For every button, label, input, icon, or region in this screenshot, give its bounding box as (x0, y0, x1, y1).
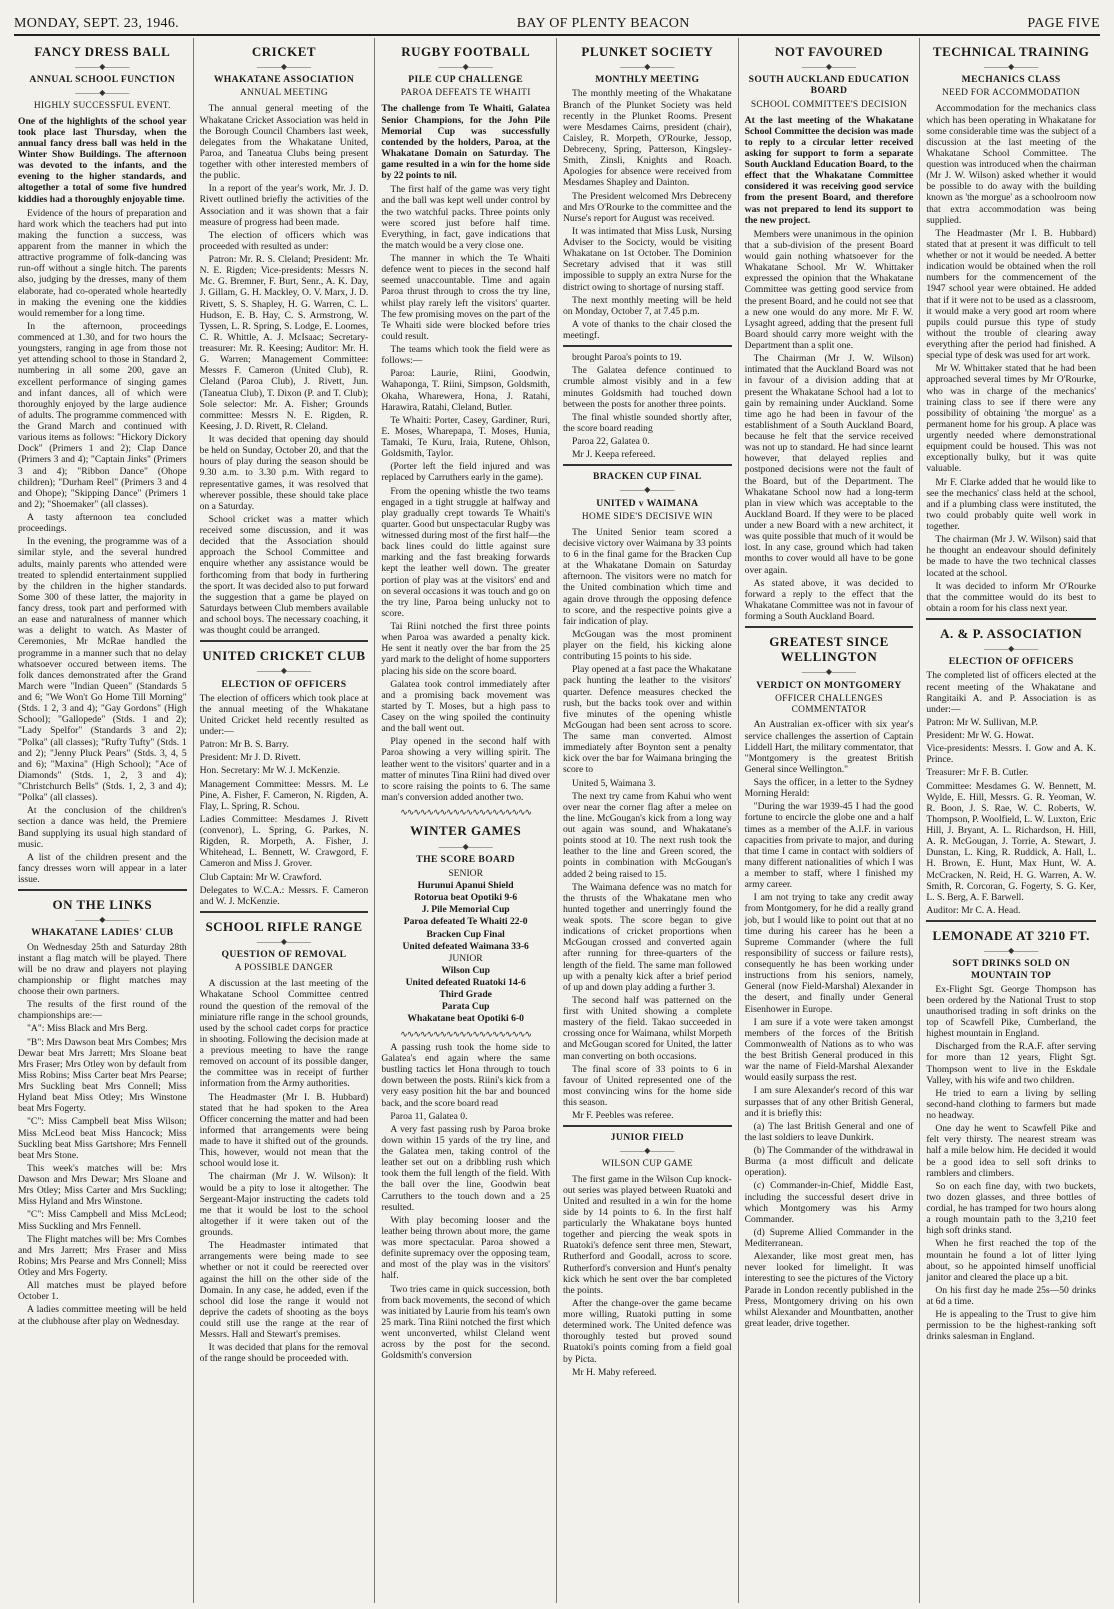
article-body (745, 719, 914, 1329)
paragraph: (b) The Commander of the withdrawal in Burma (a most difficult and delicate operation). (744, 1145, 914, 1179)
separator: ———◆——— (801, 62, 857, 72)
paragraph: The next try came from Kahui who went over near the corner flag after a melee on the line. McGougan's kick from a long way out again was sound, and Whakatane's points stood at 10. The next rush took the leather to the line and Green scored, the points in combination with McGougan's added 2 being raised to 15. (563, 790, 732, 880)
masthead (14, 8, 1100, 36)
headline: ON THE LINKS (52, 897, 153, 913)
paragraph: From the opening whistle the two teams engaged in a tight struggle at halfway and play gradually crept towards Te Whaiti's quarter. Good but unspectacular Rugby was witnessed during most of the first half—the back lines could do little against sure marking and the fast breaking forwards kept the leather well down. The greater portion of play was at the visitors' end and on several occasions it was touch and go on the try line, Paroa being unlucky not to score. (381, 485, 550, 619)
subheadline: ANNUAL MEETING (240, 88, 328, 99)
lead-paragraph: At the last meeting of the Whakatane School Committee the decision was made to reply to a circular letter received asking for support to form a separate South Auckland Education Board, to the effect that the Whakatane Committee considered it was receiving good service from the present Board, and therefore was not prepared to lend its support to the new project. (744, 114, 914, 226)
headline: PLUNKET SOCIETY (581, 44, 714, 59)
paragraph: Mr F. Clarke added that he would like to see the mechanics' class held at the school, and if a plumbing class were instituted, the two could probably quite well work in together. (926, 476, 1096, 532)
subheadline: ELECTION OF OFFICERS (221, 678, 347, 690)
paragraph: The second half was patterned on the first with United showing a complete mastery of the field. Takao succeeded in crossing once for Waimana, whilst Morpeth and McGougan scored for United, the latter man converting on both occasions. (563, 994, 732, 1062)
paragraph: As stated above, it was decided to forward a reply to the effect that the Whakatane Committee was not in favour of forming a South Auckland Board. (744, 577, 914, 622)
paragraph: In a report of the year's work, Mr. J. D. Rivett outlined briefly the activities of the Association and it was shown that a fair measure of progress had been made. (199, 183, 369, 228)
headline: TECHNICAL TRAINING (932, 44, 1090, 59)
paragraph: The completed list of officers elected at the recent meeting of the Whakatane and Rangitaiki A. and P. Association is as under:— (926, 670, 1096, 715)
paragraph: Ex-Flight Sgt. George Thompson has been ordered by the National Trust to stop unauthorised trading in soft drinks on the top of Scawfell Pike, Cumberland, the highest mountain in England. (926, 983, 1096, 1040)
headline: CRICKET (251, 44, 317, 59)
paragraph: The United Senior team scored a decisive victory over Waimana by 33 points to 6 in the final game for the Bracken Cup at the Whakatane Domain on Saturday afternoon. The visitors were no match for the United combination which time and again drove through the opposing defence to score, and the respective points give a fair indication of play. (563, 526, 732, 627)
subheadline: SOFT DRINKS SOLD ON MOUNTAIN TOP (952, 958, 1070, 981)
headline: RUGBY FOOTBALL (401, 44, 531, 59)
headline: A. & P. ASSOCIATION (940, 626, 1083, 641)
paragraph: The election of officers which took place at the annual meeting of the Whakatane United Cricket held recently resulted as under:— (199, 692, 369, 738)
article-bracken-cup-final (563, 464, 732, 1121)
paragraph: Discharged from the R.A.F. after serving for more than 12 years, Flight Sgt. Thompson went to live in the Eskdale Valley, with his wife and two children. (926, 1041, 1096, 1086)
paragraph: "B": Mrs Dawson beat Mrs Combes; Mrs Dewar beat Mrs Jarrett; Mrs Sloane beat Mrs Fraser; Mrs Otley won by default from Miss Robins; Miss Carter beat Mrs Pearse; Mrs Suckling beat Mrs Connell; Miss Hyland beat Miss Otley; Mrs Winstone beat Mrs Fogerty. (18, 1036, 187, 1115)
paragraph: Evidence of the hours of preparation and hard work which the teachers had put into making the function a success, was apparent from the manner in which the attractive programme of folk-dancing was run-off without a single hitch. The parents also, judging by the dresses, many of them elaborate, had co-operated whole heartedly in making the evening one the kiddies would remember for a long time. (18, 207, 187, 319)
paragraph: Te Whaiti: Porter, Casey, Gardiner, Ruri, E. Moses, Wharepapa, T. Moses, Hunia, Tamaki, Te Kuru, Iraia, Rutene, Ohlson, Goldsmith, Taylor. (381, 414, 550, 460)
paragraph: I am sure if a vote were taken amongst members of the forces of the British Commonwealth of Nations as to who was the best British General produced in this war the name of Field-Marshal Alexander would easily surpass the rest. (744, 1016, 914, 1084)
paragraph: Management Committee: Messrs. M. Le Pine, A. Fisher, F. Cameron, N. Rigden, A. Flay, L. Spring, R. Schou. (199, 778, 369, 812)
headline: BRACKEN CUP FINAL (593, 471, 702, 483)
paragraph: Alexander, like most great men, has never looked for limelight. It was interesting to see the pictures of the Victory Parade in London recently published in the Press, Montgomery driving on his own whilst Alexander and Mountbatten, another great leader, drive together. (744, 1251, 914, 1329)
paragraph: (d) Supreme Allied Commander in the Mediterranean. (744, 1226, 914, 1250)
separator: ———◆——— (438, 62, 493, 72)
column-6 (920, 38, 1102, 1603)
wave-divider: ∿∿∿∿∿∿∿∿∿∿∿∿∿∿∿∿∿∿∿∿ (400, 1028, 532, 1039)
article-body (563, 352, 732, 460)
paragraph: Vice-presidents: Messrs. I. Gow and A. K. Prince. (926, 743, 1096, 766)
subheadline: A POSSIBLE DANGER (234, 963, 334, 974)
paragraph: Play opened at a fast pace the Whakatane pack hunting the leather to the visitors' quarter. Defence measures checked the rush, but the backs took over and within five minutes of the opening whistle McGougan had been sent across to score. The same man converted. Almost immediately after Boynton sent a penalty kick over the bar for Waimana bringing the score to (563, 664, 732, 776)
separator: ———◆——— (256, 62, 312, 72)
subheadline: HIGHLY SUCCESSFUL EVENT. (33, 100, 171, 111)
subheadline: VERDICT ON MONTGOMERY (756, 679, 902, 691)
column-3 (375, 38, 557, 1603)
paragraph: The President welcomed Mrs Debreceny and Mrs O'Rourke to the committee and the Nurse's report for August was received. (563, 190, 732, 224)
headline: UNITED CRICKET CLUB (202, 648, 366, 664)
paragraph: The Headmaster (Mr I. B. Hubbard) stated that at present it was difficult to tell whether or not it would be needed. A better indication would be obtained when the roll numbers for the commencement of the 1947 school year were obtained. He added that if it were not to be used as a classroom, it would make a very good art room where pupils could pursue this type of study without the trouble of clearing away everything after the period had finished. A special type of desk was used for art work. (926, 227, 1096, 362)
headline: WINTER GAMES (410, 823, 522, 839)
divider (18, 889, 187, 891)
paragraph: He is appealing to the Trust to give him permission to be the highest-ranking soft drinks salesman in England. (926, 1309, 1096, 1343)
paragraph: The results of the first round of the championships are:— (18, 999, 187, 1022)
paragraph: Tai Riini notched the first three points when Paroa was awarded a penalty kick. He sent it neatly over the bar from the 25 yard mark to the delight of home supporters placing his side on the score board. (381, 621, 550, 677)
paragraph: "C": Miss Campbell and Miss McLeod; Miss Suckling and Mrs Fennell. (18, 1209, 187, 1232)
junior-results (381, 965, 550, 1025)
paragraph: The chairman (Mr J. W. Wilson): It would be a pity to lose it altogether. The Sergeant-Major instructing the cadets told me that it would be lost to the school altogether if it were taken out of the grounds. (199, 1171, 369, 1239)
paragraph: Committee: Mesdames G. W. Bennett, M. Wylde, E. Hill, Messrs. G. R. Yeoman, W. R. Boon, J. S. Rae, W. C. Roberts, W. Thompson, P. Woolfield, L. W. Luxton, Eric Hill, J. Bryant, A. L. Richardson, H. Hill, A. R. McGougan, J. Torrie, A. Stewart, J. Dunstan, L. King, R. Ruddick, A. Hall, L. H. Brown, E. Hunt, Max Hunt, W. A. McCracken, N. Reid, H. G. Warren, A. W. Smith, R. Corcoran, G. Fogerty, S. G. Ker, L. S. Berg, A. F. Barwell. (926, 780, 1096, 903)
wave-divider: ∿∿∿∿∿∿∿∿∿∿∿∿∿∿∿∿∿∿∿∿ (400, 807, 532, 817)
subheadline: PILE CUP CHALLENGE (408, 74, 524, 86)
paragraph: At the conclusion of the children's section a dance was held, the Premiere Band supplying its usual high standard of music. (18, 805, 187, 850)
paragraph: Wilson Cup (441, 964, 490, 976)
paragraph: Paroa: Laurie, Riini, Goodwin, Wahaponga, T. Riini, Simpson, Goldsmith, Okaha, Wharewera, Hona, J. Ratahi, Harawira, Ratahi, Cleland, Butler. (381, 368, 550, 413)
paragraph: Hurunui Apanui Shield (417, 880, 514, 892)
divider (200, 911, 369, 913)
lead-paragraph: The challenge from Te Whaiti, Galatea Senior Champions, for the John Pile Memorial Cup was successfully contended by the holders, Paroa, at the Whakatane Domain on Saturday. The game resulted in a win for the home side by 22 points to nil. (381, 103, 550, 182)
subheadline: NEED FOR ACCOMMODATION (941, 88, 1081, 99)
paragraph: The first game in the Wilson Cup knock-out series was played between Ruatoki and United and resulted in a win for the home side by 14 points to 6. In the first half particularly the Whakatane boys hunted together and piercing the weak spots in Ruatoki's defence sent three men, Stewart, Rutherford and Goodall, across to score. Rutherford's conversion and Hunt's penalty kick which he sent over the bar completed the points. (563, 1173, 732, 1296)
senior-results (381, 880, 550, 952)
article-body (926, 984, 1096, 1343)
paragraph: Patron: Mr W. Sullivan, M.P. (926, 716, 1038, 728)
paragraph: The Waimana defence was no match for the thrusts of the Whakatane men who hunted together and unerringly found the weak spots. The score began to give indications of cricket proportions when McGougan crossed and converted again after running for three-quarters of the length of the field. The same man followed up with a penalty kick after a brief period of up and down play adding a further 3. (563, 881, 732, 993)
paragraph: J. Pile Memorial Cup (421, 904, 510, 916)
paragraph: A passing rush took the home side to Galatea's end again where the same bustling tactics let Hona through to touch down between the posts. Riini's kick from a very easy position hit the bar and bounced back, and the score board read (381, 1041, 550, 1109)
subheadline: SCHOOL COMMITTEE'S DECISION (750, 99, 908, 110)
column-4 (557, 38, 739, 1603)
column-1 (12, 38, 194, 1603)
separator: ———◆——— (75, 915, 130, 925)
subheadline: PAROA DEFEATS TE WHAITI (400, 88, 531, 99)
separator: ———◆——— (620, 1146, 675, 1156)
subheadline: WHAKATANE LADIES' CLUB (31, 927, 174, 939)
paragraph: The election of officers which was proceeded with resulted as under: (199, 229, 369, 252)
paragraph: Hon. Secretary: Mr W. J. McKenzie. (199, 765, 341, 777)
paragraph: A list of the children present and the fancy dresses worn will appear in a later issue. (18, 851, 187, 886)
paragraph: I am sure Alexander's record of this war surpasses that of any other British General, and it is briefly this: (744, 1085, 914, 1119)
article-body (18, 208, 187, 886)
subheadline: ELECTION OF OFFICERS (948, 656, 1074, 668)
subheadline: WILSON CUP GAME (601, 1158, 693, 1169)
divider (926, 618, 1096, 620)
paragraph: Rotorua beat Opotiki 9-6 (414, 892, 518, 904)
paragraph: I am not trying to take any credit away from Montgomery, for he did a really grand job, but I would like to point out that at no time during his career has he been a Supreme Commander (where the full responsibility of success or failure rests), consequently he has been working under instructions from his seniors, namely, General (now Field-Marshal) Alexander in the desert, and finally under General Eisenhower in Europe. (744, 892, 914, 1015)
paragraph: The Headmaster (Mr I. B. Hubbard) stated that he had spoken to the Area Officer concerning the matter and had been informed that arrangements were being made to have it shifted out of the grounds. This, however, would not mean that the school would lose it. (199, 1091, 369, 1170)
paragraph: School cricket was a matter which received some discussion, and it was decided that the Association should approach the School Committee and enquire whether any assistance would be forthcoming from that body in furthering the sport. It was decided also to put forward the suggestion that a game be played on Saturdays between Club members available and school boys. The necessary coaching, it was thought could be arranged. (199, 513, 369, 637)
paragraph: Mr W. Whittaker stated that he had been approached several times by Mr O'Rourke, who was in charge of the mechanics' training class to see if there were any possibility of obtaining 'the morgue' as a permanent home for his group. A place was urgently needed where demonstrational equipment could be housed. This was not exceptionally bulky, but it was quite valuable. (926, 363, 1096, 475)
paragraph: (a) The last British General and one of the last soldiers to leave Dunkirk. (744, 1120, 914, 1143)
paragraph: The first half of the game was very tight and the ball was kept well under control by the two watchful packs. Three points only were scored just before half time. Everything, in fact, gave indications that the match would be a very close one. (381, 184, 550, 251)
paragraph: The next monthly meeting will be held on Monday, October 7, at 7.45 p.m. (563, 294, 732, 317)
article-body (926, 670, 1096, 916)
divider (563, 345, 732, 347)
paragraph: (c) Commander-in-Chief, Middle East, including the successful desert drive in which Montgomery was his Army Commander. (744, 1180, 914, 1225)
paragraph: brought Paroa's points to 19. (572, 352, 682, 364)
separator: ———◆——— (438, 841, 493, 851)
paragraph: Two tries came in quick succession, both from back movements, the second of which was initiated by Laurie from his team's own 25 mark. Tina Riini notched the first which went unconverted, whilst Cleland went across by the post for the second. Goldsmith's conversion (381, 1283, 550, 1362)
subheadline: MONTHLY MEETING (595, 74, 700, 86)
article-not-favoured (745, 44, 914, 622)
paragraph: One day he went to Scawfell Pike and felt very thirsty. The nearest stream was half a mile below him. He decided it would be a good idea to sell soft drinks to ramblers and climbers. (926, 1123, 1096, 1179)
paragraph: The Chairman (Mr J. W. Wilson) intimated that the Auckland Board was not in favour of a division adding that at present the Whakatane School had a lot to gain by remaining under Auckland. Some time ago he had been in favour of the establishment of a South Auckland Board, because he felt that the service received was not up to standard. He had since learnt however, that delayed replies and postponed decisions were not the fault of the Board, but of the Department. The Whakatane School now had a long-term plan in view which was acceptable to the Auckland Board. If they were to be placed under a new Board with a new architect, it was quite possible that much of it would be lost. In any case, ground which had taken months to cover would all have to be gone over again. (744, 353, 914, 576)
article-lemonade (926, 920, 1096, 1342)
paragraph: Members were unanimous in the opinion that a sub-division of the present Board would gain nothing whatsoever for the Whakatane School. Mr W. Whittaker expressed the opinion that the Whakatane Committee was getting good service from the present Board, and he could not see that a new one would do any more. Mr F. W. Lysaght agreed, adding that the present full Board should carry more weight with the Department than a split one. (744, 228, 914, 351)
separator: ———◆——— (620, 485, 675, 495)
paragraph: McGougan was the most prominent player on the field, his kicking alone contributing 15 points to his side. (563, 628, 732, 663)
separator: ———◆——— (984, 62, 1039, 72)
paragraph: The annual general meeting of the Whakatane Cricket Association was held in the Borough Council Chambers last week, delegates from the Whakatane United, Paroa, and Taneatua Clubs being present together with other interested members of the public. (199, 103, 369, 182)
paragraph: A vote of thanks to the chair closed the meetingf. (563, 318, 732, 342)
paragraph: President: Mr J. D. Rivett. (199, 752, 301, 764)
newspaper-title: BAY OF PLENTY BEACON (516, 16, 690, 31)
paragraph: "During the war 1939-45 I had the good fortune to encircle the globe one and a half times as a member of the A.I.F. in various capacities from private to major, and during that time I came in contact with soldiers of many different nationalities of which I was a member to staff, where I finished my army career. (744, 801, 914, 891)
article-body (18, 942, 187, 1327)
article-winter-games (381, 823, 550, 1024)
subheadline: ANNUAL SCHOOL FUNCTION (29, 74, 176, 86)
paragraph: United 5, Waimana 3. (572, 777, 656, 789)
paragraph: "A": Miss Black and Mrs Berg. (27, 1023, 148, 1035)
article-rugby-continued (381, 1042, 550, 1362)
paragraph: Paroa 11, Galatea 0. (390, 1110, 468, 1122)
paragraph: On his first day he made 25s—50 drinks at 6d a time. (926, 1284, 1096, 1308)
paragraph: The teams which took the field were as follows:— (381, 344, 550, 367)
article-body (563, 527, 732, 1122)
subheadline: SOUTH AUCKLAND EDUCATION BOARD (748, 74, 910, 97)
article-body (745, 229, 914, 622)
paragraph: The manner in which the Te Whaiti defence went to pieces in the second half seemed unaccountable. Time and again Paroa thrust through to cross the try line, whilst play rarely left the visitors' quarter. The few promising moves on the part of the Te Whaiti side were blocked before tries could result. (381, 253, 550, 342)
separator: ———◆——— (984, 946, 1039, 956)
paragraph: Paroa defeated Te Whaiti 22-0 (403, 916, 528, 928)
article-school-rifle-range (200, 911, 369, 1365)
article-plunket-society (563, 44, 732, 341)
issue-date: MONDAY, SEPT. 23, 1946. (14, 16, 179, 31)
paragraph: Patron: Mr. R. S. Cleland; President: Mr. N. E. Rigden; Vice-presidents: Messrs N. Mc. G. Bremner, F. Burt, Senr., A. K. Day, J. Gillam, G. H. Mackley, O. V. Marx, J. D. Rivett, S. S. Shapley, H. G. Warren, C. L. Hudson, E. B. Hay, C. S. Armstrong, W. Tyssen, L. R. Spring, S. Lodge, E. Loomes, C. R. Whittle, A. J. McIsaac; Secretary-treasurer: Mr. R. Keesing; Auditor: Mr. H. G. Warren; Management Committee: Messrs F. Cameron (United Club), R. Cleland (Paroa Club), J. Rivett, Jun. (Taneatua Club), T. Dixon (P. and T. Club); Sole selector: Mr. A. Fisher; Grounds committee: Messrs N. E. Rigden, R. Keesing, J. D. Rivett, R. Cleland. (199, 254, 369, 432)
article-rugby-end (563, 345, 732, 460)
paragraph: Mr F. Peebles was referee. (572, 1110, 674, 1122)
article-greatest-since-wellington (745, 626, 914, 1329)
paragraph: Mr H. Maby refereed. (572, 1366, 657, 1378)
paragraph: It was decided that plans for the removal of the range should be proceeded with. (199, 1342, 369, 1365)
article-ap-association (926, 618, 1096, 916)
paragraph: After the change-over the game became more willing, Ruatoki putting in some determined work. The United defence was thoroughly tested but proved sound Ruatoki's points coming from a field goal by Picta. (563, 1297, 732, 1365)
separator: ———◆——— (801, 667, 857, 677)
column-5 (739, 38, 921, 1603)
paragraph: Club Captain: Mr W. Crawford. (199, 871, 322, 883)
article-body (200, 978, 369, 1364)
paragraph: Patron: Mr B. S. Barry. (199, 739, 289, 751)
subheadline: THE SCORE BOARD (416, 853, 516, 865)
subheadline: HOME SIDE'S DECISIVE WIN (581, 511, 713, 522)
subheadline: WHAKATANE ASSOCIATION (213, 74, 355, 86)
paragraph: Galatea took control immediately after and a promising back movement was started by T. Moses, but a high pass to Casey on the wing spoiled the continuity and the ball went out. (381, 678, 550, 735)
paragraph: He tried to earn a living by selling second-hand clothing to farmers but made no headway. (926, 1087, 1096, 1122)
separator: ———◆——— (75, 62, 130, 72)
column-2 (194, 38, 376, 1603)
separator: ———◆——— (75, 88, 130, 98)
article-cricket (200, 44, 369, 636)
article-body (200, 693, 369, 907)
paragraph: A very fast passing rush by Paroa broke down within 15 yards of the try line, and the Galatea men, taking control of the leather set out on a dribbling rush which took them the full length of the field. With the ball over the line, Goodwin beat Carruthers to the touch down and a 25 resulted. (381, 1123, 550, 1213)
paragraph: In the afternoon, proceedings commenced at 1.30, and for two hours the youngsters, ranging in age from those not yet attending school to those in Standard 2, numbering in all some 200, gave an excellent performance of singing games and infant dances, all of which were thoroughly enjoyed by the large audience of adults. The programme commenced with the Grand March and continued with various items as follows: "Hickory Dickory Dock" (Primers 1 and 2); Clap Dance (Primers 3 and 4); "Captain Jinks" (Primers 3 and 4); "Ribbon Dance" (Ohope children); "Durham Reel" (Primers 3 and 4 and Ohope); "Skipping Dance" (Primers 1 and 2); "Shoemaker" (all classes). (18, 320, 187, 510)
article-body (200, 103, 369, 636)
subheadline: UNITED v WAIMANA (596, 497, 699, 509)
paragraph: The monthly meeting of the Whakatane Branch of the Plunket Society was held recently in the Plunket Rooms. Present were Mesdames Cairns, president (chair), Caisley, R. Morpeth, O'Rourke, Jessop, Debreceny, Spring, Patterson, Kingsley-Smith, Zinsli, Knights and Roach. Apologies for absence were received from Mesdames Shapley and Dainton. (563, 88, 732, 189)
paragraph: All matches must be played before October 1. (18, 1280, 187, 1303)
paragraph: Whakatane beat Opotiki 6-0 (407, 1013, 524, 1025)
paragraph: (Porter left the field injured and was replaced by Carruthers early in the game). (381, 461, 550, 484)
paragraph: So on each fine day, with two buckets, two dozen glasses, and three bottles of cordial, he has tramped for two hours along a rough mountain path to the 3,210 feet high soft drinks stand. (926, 1180, 1096, 1237)
article-body (381, 184, 550, 803)
paragraph: Ladies Committee: Mesdames J. Rivett (convenor), L. Spring, G. Parkes, N. Rigden, R. Morpeth, A. Fisher, J. Whitehead, L. Bennett, W. Crawgord, F. Cameron and Miss J. Grover. (199, 813, 369, 870)
paragraph: It was decided to inform Mr O'Rourke that the committee would do its best to obtain a room for his class next year. (926, 580, 1096, 614)
subheadline: OFFICER CHALLENGES COMMENTATOR (775, 693, 883, 715)
paragraph: Parata Cup (441, 1001, 490, 1013)
paragraph: An Australian ex-officer with six year's service challenges the assertion of Captain Liddell Hart, the military commentator, that "Montgomery is the greatest British General since Wellington." (744, 719, 914, 775)
page-columns (12, 38, 1102, 1603)
paragraph: When he first reached the top of the mountain he found a lot of litter lying about, so he appointed himself unofficial janitor and cleared the place up a bit. (926, 1238, 1096, 1283)
headline: LEMONADE AT 3210 FT. (932, 928, 1090, 944)
paragraph: On Wednesday 25th and Saturday 28th instant a flag match will be played. There will be no draw and players not playing championship or flight matches may choose their own partners. (18, 941, 187, 998)
article-body (563, 1174, 732, 1378)
paragraph: Paroa 22, Galatea 0. (572, 436, 650, 448)
paragraph: United defeated Waimana 33-6 (402, 940, 529, 952)
article-technical-training (926, 44, 1096, 614)
headline: NOT FAVOURED (775, 44, 883, 59)
paragraph: "C": Miss Campbell beat Miss Wilson; Miss McLeod beat Miss Hancock; Miss Suckling beat Miss Gartshore; Mrs Fennell beat Mrs Stone. (18, 1116, 187, 1161)
paragraph: It was intimated that Miss Lusk, Nursing Adviser to the Socicty, would be visiting Whakatane on 1st October. The Dominion Secretary advised that it was still impossible to supply an extra Nurse for the district owing to shortage of nursing staff. (563, 225, 732, 293)
article-junior-field (563, 1125, 732, 1378)
section-label: SENIOR (448, 867, 483, 879)
paragraph: It was decided that opening day should be held on Sunday, October 20, and that the hours of play during the season should be 9.30 a.m. to 3.30 p.m. With regard to representative games, it was resolved that wherever possible, these should take place on a Saturday. (199, 434, 369, 512)
article-rugby-football (381, 44, 550, 803)
divider (200, 640, 369, 642)
article-on-the-links (18, 889, 187, 1327)
paragraph: The Galatea defence continued to crumble almost visibly and in a few minutes Goldsmith had touched down between the posts for another three points. (563, 365, 732, 410)
separator: ———◆——— (256, 937, 312, 947)
paragraph: Third Grade (439, 989, 492, 1001)
paragraph: The final whistle sounded shortly after, the score board reading (563, 411, 732, 434)
article-body (926, 103, 1096, 614)
paragraph: The Flight matches will be: Mrs Combes and Mrs Jarrett; Mrs Fraser and Miss Robins; Mrs Pearse and Mrs Connell; Miss Otley and Mrs Fogerty. (18, 1233, 187, 1279)
headline: FANCY DRESS BALL (34, 44, 171, 59)
paragraph: Says the officer, in a letter to the Sydney Morning Herald: (744, 777, 914, 800)
paragraph: The final score of 33 points to 6 in favour of United represented one of the most convincing wins for the home side this season. (563, 1063, 732, 1109)
article-body (563, 88, 732, 341)
paragraph: Mr J. Keepa refereed. (572, 449, 656, 461)
paragraph: The chairman (Mr J. W. Wilson) said that he thought an endeavour should definitely be made to have the two technical classes located at the school. (926, 534, 1096, 579)
paragraph: Delegates to W.C.A.: Messrs. F. Cameron and W. J. McKenzie. (199, 884, 369, 907)
paragraph: The Headmaster intimated that arrangements were being made to see whether or not it could be reerected over against the hill on the other side of the Domain. In any case, he added, even if the school did lose the range it would not deprive the cadets of shooting as the boys could still use the range at the rear of Messrs. Hall and Stewart's premises. (199, 1240, 369, 1341)
divider (563, 1125, 732, 1127)
separator: ———◆——— (256, 666, 312, 676)
paragraph: Treasurer: Mr F. B. Cutler. (926, 767, 1029, 779)
paragraph: A discussion at the last meeting of the Whakatane School Committee centred round the question of the removal of the miniature rifle range in the school grounds, used by the school cadet corps for practice in shooting. Following the decision made at a previous meeting to have the range removed on account of its possible danger, the committee was in receipt of further information from the Army authorities. (199, 978, 369, 1090)
subheadline: QUESTION OF REMOVAL (221, 949, 347, 961)
article-body (381, 1042, 550, 1362)
paragraph: With play becoming looser and the leather being thrown about more, the game was more spectacular. Paroa showed a definite supremacy over the opposing team, and most of the play was in the visitors' half. (381, 1214, 550, 1282)
headline: GREATEST SINCE WELLINGTON (769, 634, 889, 665)
paragraph: This week's matches will be: Mrs Dawson and Mrs Dewar; Mrs Sloane and Mrs Otley; Miss Carter and Mrs Suckling; Miss Hyland and Mrs Winstone. (18, 1162, 187, 1208)
article-fancy-dress-ball (18, 44, 187, 885)
paragraph: President: Mr W. G. Howat. (926, 730, 1034, 742)
paragraph: Accommodation for the mechanics class which has been operating in Whakatane for some considerable time was the subject of a discussion at the last meeting of the Whakatane School Committee. The question was introduced when the chairman (Mr J. W. Wilson) asked whether it would be possible to do away with the building known as 'the morgue' as a schoolroom now that extra accommodation was being supplied. (926, 103, 1096, 226)
paragraph: A tasty afternoon tea concluded proceedings. (18, 512, 187, 535)
paragraph: Play opened in the second half with Paroa showing a very willing spirit. The leather went to the visitors' quarter and in a matter of minutes Tina Riini had dived over to score raising the points to 6. The same man's conversion added another two. (381, 736, 550, 803)
paragraph: United defeated Ruatoki 14-6 (405, 977, 526, 989)
paragraph: A ladies committee meeting will be held at the clubhouse after play on Wednesday. (18, 1304, 187, 1327)
headline: JUNIOR FIELD (610, 1132, 684, 1144)
article-united-cricket-club (200, 640, 369, 907)
headline: SCHOOL RIFLE RANGE (205, 918, 363, 934)
section-label: JUNIOR (448, 952, 483, 964)
subheadline: MECHANICS CLASS (961, 74, 1061, 86)
lead-paragraph: One of the highlights of the school year took place last Thursday, when the annual fancy dress ball was held in the Winter Show Buildings. The afternoon was devoted to the infants, and the evening to the higher standards, and altogether a total of some five hundred kiddies had a thoroughly enjoyable time. (18, 115, 187, 205)
page-number: PAGE FIVE (1027, 16, 1100, 31)
divider (926, 920, 1096, 922)
paragraph: Auditor: Mr C. A. Head. (926, 904, 1021, 916)
paragraph: In the evening, the programme was of a similar style, and the several hundred adults, mainly parents who attended were treated to splendid entertainment supplied by the children in the higher standards. Some 300 of these latter, the majority in fancy dress, took part and performed with an ease and naturalness of manner which was a delight to watch. As Master of Ceremonies, Mr McRae handled the programme in a manner such that no delay whatsoever occured between items. The folk dances demonstrated after the Grand March were "Indian Queen" (Standards 5 and 6; "We Won't Go Home Till Morning" (Stds. 1 2, 3 and 4); "Gay Gordons" (High School); "Gallopede" (Stds. 1 and 2); "Lady Spelfor" (Standards 3 and 2); "Polka" (all classes); "Rufty Tufty" (Stds. 1 and 2); "Jenny Pluck Pears" (Stds. 3, 4, 5 and 6); "Maxina" (High School); "Ace of Diamonds" (Stds. 1, 2, 3 and 4); "Christchurch Bells" (Stds. 1, 2, 3 and 4); "Polka" (all classes). (18, 536, 187, 804)
separator: ———◆——— (984, 644, 1039, 654)
paragraph: Bracken Cup Final (426, 928, 505, 940)
divider (563, 464, 732, 466)
separator: ———◆——— (620, 62, 675, 72)
divider (745, 626, 914, 628)
